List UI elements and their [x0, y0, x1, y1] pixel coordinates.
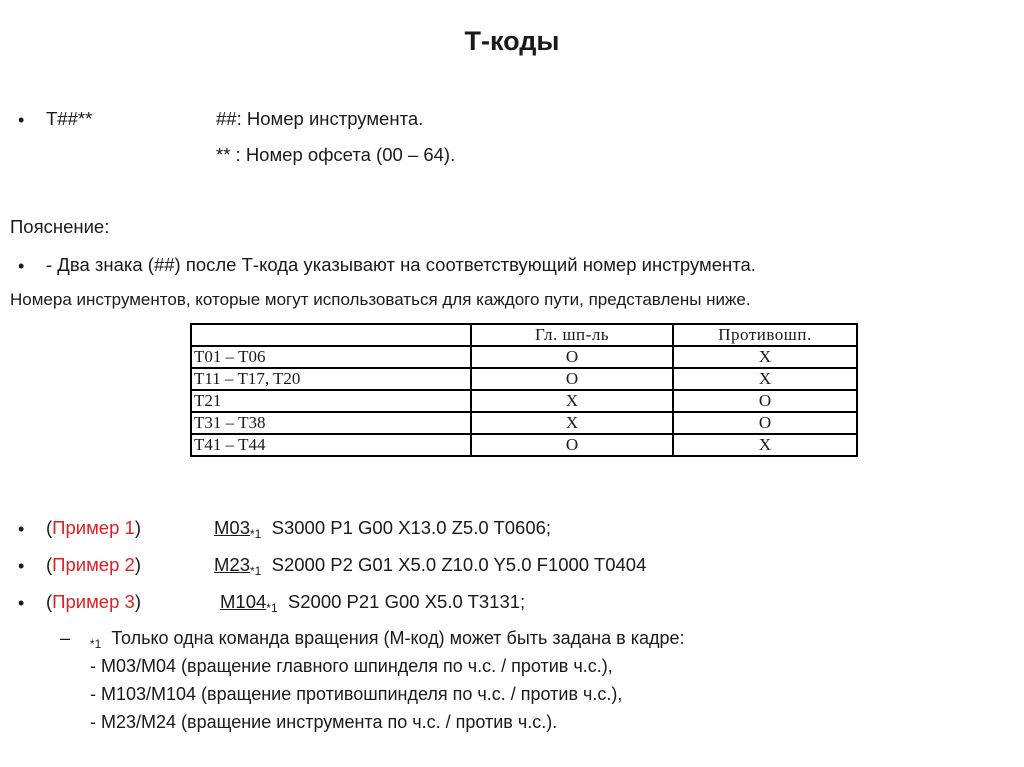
- example-1-rest: S3000 P1 G00 X13.0 Z5.0 T0606;: [271, 517, 552, 538]
- table-row: [191, 390, 857, 412]
- explanation-line: Номера инструментов, которые могут использоваться для каждого пути, представлены ниже.: [10, 290, 751, 309]
- table-row: [191, 434, 857, 456]
- table-cell-sub: X: [673, 434, 857, 456]
- paren-close: ): [134, 554, 141, 575]
- example-label: [46, 517, 141, 539]
- table-header-row: [191, 324, 857, 346]
- example-2-code: [214, 554, 646, 576]
- note-line-2: - M03/M04 (вращение главного шпинделя по ч.с. / против ч.с.),: [90, 656, 613, 676]
- example-label: [46, 591, 141, 613]
- table-cell-range: T41 – T44: [191, 434, 471, 456]
- example-1-mcode: M03: [214, 517, 250, 538]
- example-2-label: Пример 2: [52, 554, 135, 575]
- paren-close: ): [134, 591, 141, 612]
- footnote-ref: *1: [90, 637, 102, 651]
- table-cell-main: O: [471, 346, 673, 368]
- paren-open: (: [46, 591, 53, 612]
- table-cell-sub: O: [673, 390, 857, 412]
- table-header-main-spindle: Гл. шп-ль: [471, 324, 673, 346]
- footnote-ref: *1: [250, 527, 262, 541]
- example-2-rest: S2000 P2 G01 X5.0 Z10.0 Y5.0 F1000 T0404: [271, 554, 647, 575]
- syntax-code: T##**: [46, 108, 93, 129]
- table-row: [191, 412, 857, 434]
- bullet-marker: •: [18, 519, 25, 539]
- table-cell-sub: X: [673, 368, 857, 390]
- example-3-label: Пример 3: [52, 591, 135, 612]
- footnote-ref: *1: [250, 564, 262, 578]
- bullet-marker: •: [18, 256, 25, 276]
- explanation-point: - Два знака (##) после Т-кода указывают на соответствующий номер инструмента.: [46, 254, 756, 275]
- note-line-1: [90, 628, 685, 649]
- example-1-code: [214, 517, 551, 539]
- syntax-tool-number: ##: Номер инструмента.: [216, 108, 424, 129]
- explanation-heading: Пояснение:: [10, 216, 110, 237]
- example-2-mcode: M23: [214, 554, 250, 575]
- syntax-offset-number: ** : Номер офсета (00 – 64).: [216, 144, 456, 165]
- table-cell-sub: O: [673, 412, 857, 434]
- bullet-marker: •: [18, 593, 25, 613]
- footnote-ref: *1: [266, 601, 278, 615]
- paren-open: (: [46, 554, 53, 575]
- table-cell-range: T31 – T38: [191, 412, 471, 434]
- bullet-marker: •: [18, 556, 25, 576]
- table-cell-main: O: [471, 368, 673, 390]
- table-row: [191, 368, 857, 390]
- paren-close: ): [134, 517, 141, 538]
- table-cell-main: X: [471, 390, 673, 412]
- note-dash: –: [60, 628, 71, 648]
- paren-open: (: [46, 517, 53, 538]
- table-cell-main: O: [471, 434, 673, 456]
- example-3-mcode: M104: [220, 591, 267, 612]
- table-row: [191, 346, 857, 368]
- table-cell-range: T11 – T17, T20: [191, 368, 471, 390]
- example-3-code: [220, 591, 525, 613]
- bullet-marker: •: [18, 110, 25, 130]
- table-header-sub-spindle: Противошп.: [673, 324, 857, 346]
- example-label: [46, 554, 141, 576]
- table-header-cell: [191, 324, 471, 346]
- table-cell-sub: X: [673, 346, 857, 368]
- table-cell-main: X: [471, 412, 673, 434]
- page-title: Т-коды: [464, 26, 560, 56]
- note-text: Только одна команда вращения (M-код) может быть задана в кадре:: [111, 628, 685, 648]
- note-line-4: - M23/M24 (вращение инструмента по ч.с. / против ч.с.).: [90, 712, 558, 732]
- table-cell-range: T01 – T06: [191, 346, 471, 368]
- note-line-3: - M103/M104 (вращение противошпинделя по ч.с. / против ч.с.),: [90, 684, 623, 704]
- example-1-label: Пример 1: [52, 517, 135, 538]
- tool-number-table: [190, 323, 858, 457]
- table-cell-range: T21: [191, 390, 471, 412]
- example-3-rest: S2000 P21 G00 X5.0 T3131;: [287, 591, 526, 612]
